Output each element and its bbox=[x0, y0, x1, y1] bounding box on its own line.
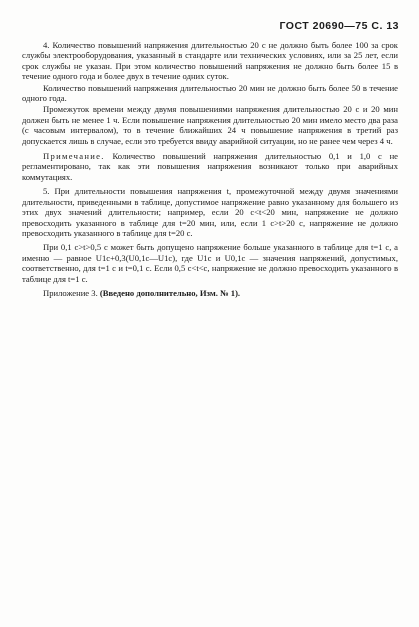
note-text: Количество повышений напряжения длительностью 0,1 и 1,0 с не регламентировано, так как эти повышения напряжения возникают только при аварийных коммутациях. bbox=[22, 151, 398, 182]
note-label: Примечание. bbox=[43, 151, 105, 162]
page-header: ГОСТ 20690—75 С. 13 bbox=[279, 20, 399, 32]
paragraph-6: При 0,1 с>t>0,5 с может быть допущено напряжение больше указанного в таблице для t=1 с, а именно — равное U1с+0,3(U0,1с—U1с), где U1с и U0,1с — значения напряжений, допустимых, соответственно, для t=1 с и t=0,1 с. Если 0,5 с<t<с, напряжение не должно превосходить указанного в таблице для t=1 с. bbox=[22, 242, 398, 284]
note-paragraph bbox=[22, 151, 398, 182]
paragraph-interval: Промежуток времени между двумя повышениями напряжения длительностью 20 с и 20 мин должен быть не менее 1 ч. Если повышение напряжения длительностью 20 мин имело место два раза (с часовым интервалом), то в течение ближайших 24 ч повышение напряжения в третий раз допускается лишь в случае, если это требуется ввиду аварийной ситуации, но не ранее чем через 4 ч. bbox=[22, 104, 398, 146]
appendix-prefix: Приложение 3. bbox=[43, 287, 100, 298]
document-body bbox=[22, 40, 398, 302]
appendix-amendment: (Введено дополнительно, Изм. № 1). bbox=[99, 287, 241, 298]
paragraph-count-20min: Количество повышений напряжения длительностью 20 мин не должно быть более 50 в течение одного года. bbox=[22, 82, 398, 104]
paragraph-5: 5. При длительности повышения напряжения t, промежуточной между двумя значениями длительности, приведенными в таблице, допустимое напряжение равно указанному для большего из этих двух значений длительности; например, если 20 с<t<20 мин, напряжение не должно превосходить указанного в таблице для t=20 мин, или, если 1 с>t>20 с, напряжение не должно превосходить указанного в таблице для t=20 с. bbox=[22, 186, 398, 238]
appendix-note bbox=[22, 288, 398, 298]
paragraph-4: 4. Количество повышений напряжения длительностью 20 с не должно быть более 100 за срок службы электрооборудования, указанный в стандарте или технических условиях, или за 25 лет, если срок службы не указан. При этом количество повышений напряжения не должно быть более 15 в течение одного года и более двух в течение одних суток. bbox=[22, 40, 398, 82]
